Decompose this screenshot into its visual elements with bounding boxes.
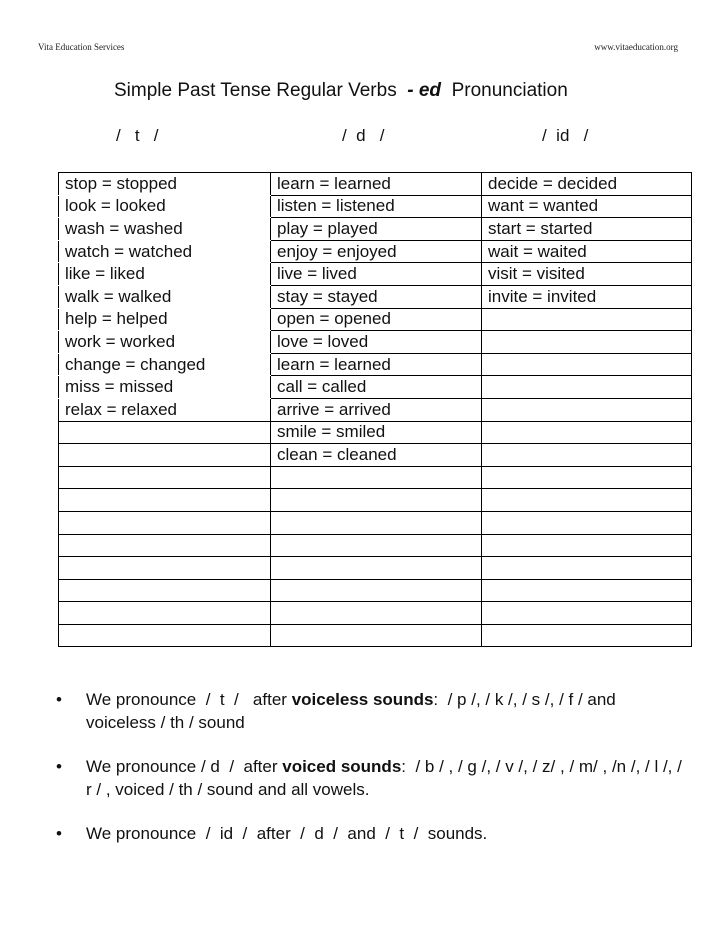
table-cell <box>482 398 692 421</box>
table-cell: wash = washed <box>59 218 271 241</box>
table-cell: help = helped <box>59 308 271 331</box>
verbs-table-body <box>59 173 692 647</box>
table-cell: live = lived <box>271 263 482 286</box>
table-cell <box>59 557 271 580</box>
table-row <box>59 602 692 625</box>
table-cell <box>482 579 692 602</box>
table-cell <box>482 308 692 331</box>
table-cell <box>59 421 271 444</box>
table-row <box>59 511 692 534</box>
table-cell: start = started <box>482 218 692 241</box>
rule-prefix: We pronounce / id / after / d / and / t / sounds. <box>86 824 488 843</box>
table-row <box>59 376 692 399</box>
table-cell: walk = walked <box>59 285 271 308</box>
table-row <box>59 240 692 263</box>
table-cell <box>482 376 692 399</box>
header-right: www.vitaeducation.org <box>594 42 678 52</box>
table-cell: wait = waited <box>482 240 692 263</box>
table-cell: call = called <box>271 376 482 399</box>
table-row <box>59 218 692 241</box>
rule-emphasis: voiced sounds <box>282 757 402 776</box>
table-cell <box>482 624 692 647</box>
table-row <box>59 624 692 647</box>
rule-prefix: We pronounce / t / after <box>86 690 292 709</box>
table-cell <box>59 624 271 647</box>
rule-emphasis: voiceless sounds <box>291 690 434 709</box>
table-cell: change = changed <box>59 353 271 376</box>
table-cell: smile = smiled <box>271 421 482 444</box>
table-cell: work = worked <box>59 331 271 354</box>
table-cell: invite = invited <box>482 285 692 308</box>
table-cell <box>482 353 692 376</box>
table-cell: want = wanted <box>482 195 692 218</box>
table-cell <box>271 534 482 557</box>
title-ed: - ed <box>407 80 442 101</box>
column-heading-id: / id / <box>542 126 589 145</box>
table-cell <box>482 444 692 467</box>
table-cell <box>482 557 692 580</box>
table-cell <box>271 624 482 647</box>
table-cell <box>59 489 271 512</box>
table-row <box>59 557 692 580</box>
table-cell: relax = relaxed <box>59 398 271 421</box>
table-row <box>59 285 692 308</box>
rule-suffix: : / b / , / g /, / v /, / z/ , / m/ , /n /, / l /, / r / , voiced / th / sound and all vowels. <box>86 757 687 799</box>
table-cell: stop = stopped <box>59 173 271 196</box>
table-cell <box>482 534 692 557</box>
table-cell <box>59 511 271 534</box>
verbs-table <box>58 172 692 647</box>
table-cell <box>59 602 271 625</box>
bullet-icon: • <box>56 757 62 776</box>
table-cell: listen = listened <box>271 195 482 218</box>
table-cell: decide = decided <box>482 173 692 196</box>
bullet-icon: • <box>56 824 62 843</box>
table-row <box>59 579 692 602</box>
table-cell <box>482 602 692 625</box>
table-cell <box>271 466 482 489</box>
rule-item <box>50 755 690 801</box>
table-row <box>59 195 692 218</box>
table-row <box>59 331 692 354</box>
rule-prefix: We pronounce / d / after <box>86 757 283 776</box>
table-row <box>59 263 692 286</box>
table-cell: learn = learned <box>271 353 482 376</box>
table-row <box>59 421 692 444</box>
table-cell: stay = stayed <box>271 285 482 308</box>
title-main: Simple Past Tense Regular Verbs <box>114 80 408 101</box>
table-cell <box>59 534 271 557</box>
table-cell <box>59 466 271 489</box>
table-cell <box>482 489 692 512</box>
table-cell <box>59 579 271 602</box>
page-title <box>114 80 568 102</box>
table-cell <box>482 331 692 354</box>
header-left: Vita Education Services <box>38 42 125 52</box>
table-cell: learn = learned <box>271 173 482 196</box>
pronunciation-rules <box>50 688 690 866</box>
table-row <box>59 353 692 376</box>
table-cell: visit = visited <box>482 263 692 286</box>
rule-item <box>50 822 690 845</box>
column-heading-d: / d / <box>342 126 385 145</box>
bullet-icon: • <box>56 690 62 709</box>
rule-suffix: : / p /, / k /, / s /, / f / and voiceless / th / sound <box>86 690 621 732</box>
column-heading-t: / t / <box>116 126 159 145</box>
table-row <box>59 308 692 331</box>
table-cell <box>271 557 482 580</box>
table-cell: open = opened <box>271 308 482 331</box>
table-cell: miss = missed <box>59 376 271 399</box>
table-row <box>59 173 692 196</box>
table-cell: like = liked <box>59 263 271 286</box>
table-cell <box>271 579 482 602</box>
table-cell <box>271 602 482 625</box>
table-cell: arrive = arrived <box>271 398 482 421</box>
table-cell <box>482 511 692 534</box>
table-cell: look = looked <box>59 195 271 218</box>
table-cell: clean = cleaned <box>271 444 482 467</box>
title-suffix: Pronunciation <box>441 80 568 101</box>
table-cell <box>482 421 692 444</box>
table-row <box>59 534 692 557</box>
table-row <box>59 398 692 421</box>
table-cell: play = played <box>271 218 482 241</box>
table-cell <box>59 444 271 467</box>
table-cell <box>482 466 692 489</box>
table-row <box>59 466 692 489</box>
table-row <box>59 444 692 467</box>
table-cell <box>271 489 482 512</box>
rule-item <box>50 688 690 734</box>
table-cell: watch = watched <box>59 240 271 263</box>
table-cell: love = loved <box>271 331 482 354</box>
table-cell <box>271 511 482 534</box>
table-cell: enjoy = enjoyed <box>271 240 482 263</box>
table-row <box>59 489 692 512</box>
